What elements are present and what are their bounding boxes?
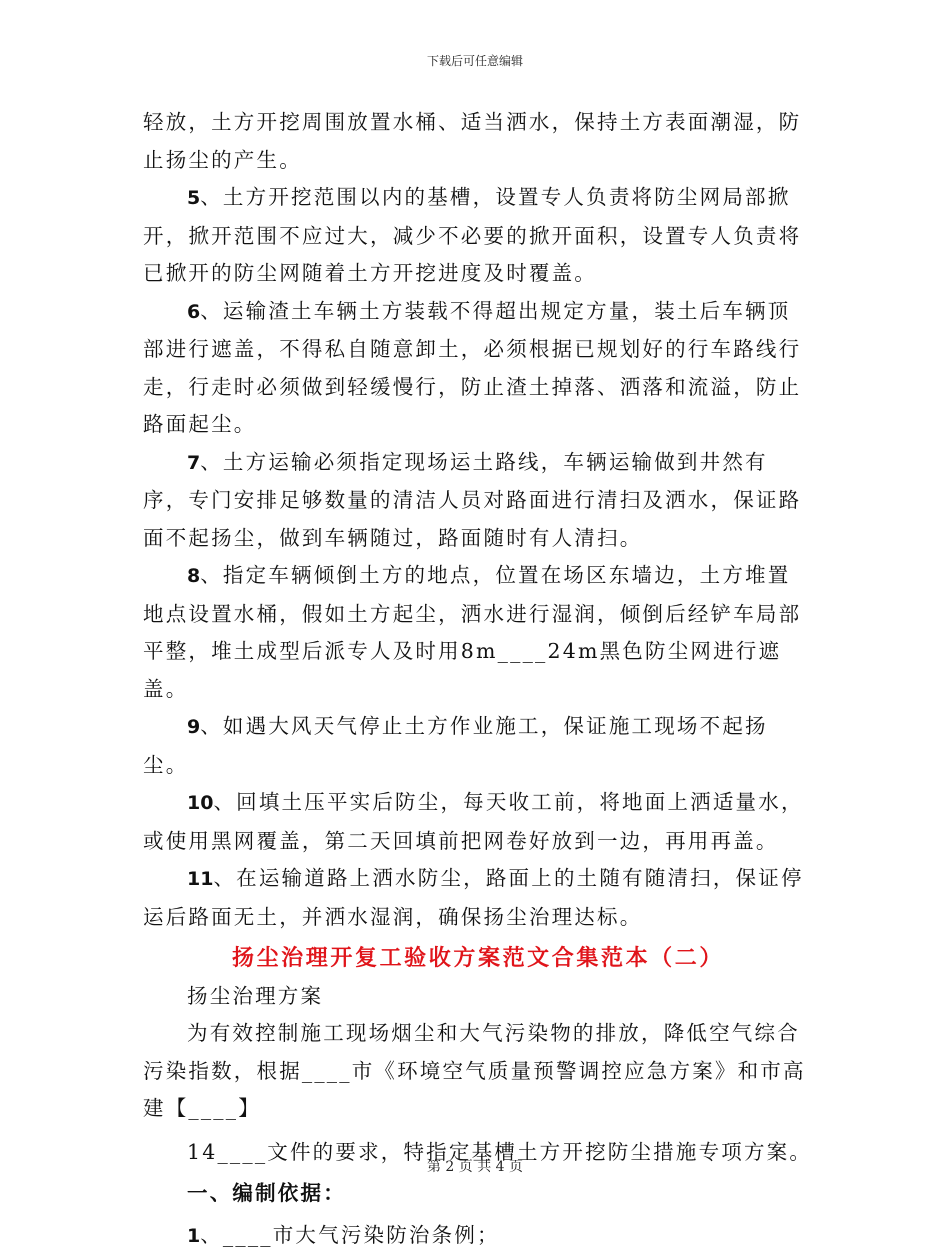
paragraph-item-11 xyxy=(143,860,813,936)
item-text: 、土方运输必须指定现场运土路线，车辆运输做到井然有序，专门安排足够数量的清洁人员对路面进行清扫及洒水，保证路面不起扬尘，做到车辆随过，路面随时有人清扫。 xyxy=(143,450,801,550)
item-number: 9 xyxy=(187,716,200,738)
item-text: 、土方开挖范围以内的基槽，设置专人负责将防尘网局部掀开，掀开范围不应过大，减少不必要的掀开面积，设置专人负责将已掀开的防尘网随着土方开挖进度及时覆盖。 xyxy=(143,185,801,285)
paragraph-item-8 xyxy=(143,557,813,708)
item-number: 6 xyxy=(187,301,200,323)
paragraph-continuation: 轻放，土方开挖周围放置水桶、适当洒水，保持土方表面潮湿，防止扬尘的产生。 xyxy=(143,104,813,179)
item-text: 、回填土压平实后防尘，每天收工前，将地面上洒适量水，或使用黑网覆盖，第二天回填前把网卷好放到一边，再用再盖。 xyxy=(143,790,804,853)
item-text: 、____市大气污染防治条例； xyxy=(200,1223,500,1247)
page-header: 下载后可任意编辑 xyxy=(0,52,950,69)
item-number: 8 xyxy=(187,565,200,587)
paragraph-item-10 xyxy=(143,784,813,860)
item-text: 、指定车辆倾倒土方的地点，位置在场区东墙边，土方堆置地点设置水桶，假如土方起尘，洒水进行湿润，倾倒后经铲车局部平整，堆土成型后派专人及时用8m____24m黑色防尘网进行遮盖。 xyxy=(143,563,801,701)
item-text: 、如遇大风天气停止土方作业施工，保证施工现场不起扬尘。 xyxy=(143,714,768,777)
item-number: 11 xyxy=(187,868,213,890)
page-footer: 第 2 页 共 4 页 xyxy=(0,1156,950,1176)
intro-paragraph: 为有效控制施工现场烟尘和大气污染物的排放，降低空气综合污染指数，根据____市《环境空气质量预警调控应急方案》和市高建【____】 xyxy=(143,1015,813,1128)
intro-continuation: 14____文件的要求，特指定基槽土方开挖防尘措施专项方案。 xyxy=(143,1134,813,1172)
paragraph-item-7 xyxy=(143,444,813,558)
paragraph-item-6 xyxy=(143,293,813,444)
plan-label: 扬尘治理方案 xyxy=(143,978,813,1016)
item-text: 、在运输道路上洒水防尘，路面上的土随有随清扫，保证停运后路面无土，并洒水湿润，确保扬尘治理达标。 xyxy=(143,866,804,929)
paragraph-item-9 xyxy=(143,708,813,784)
document-body xyxy=(143,104,813,1255)
item-number: 10 xyxy=(187,792,213,814)
list-item-1 xyxy=(143,1217,813,1255)
item-text: 、运输渣土车辆土方装载不得超出规定方量，装土后车辆顶部进行遮盖，不得私自随意卸土，必须根据已规划好的行车路线行走，行走时必须做到轻缓慢行，防止渣土掉落、洒落和流溢，防止路面起尘。 xyxy=(143,299,801,437)
item-number: 1 xyxy=(187,1225,200,1247)
section-title: 扬尘治理开复工验收方案范文合集范本（二） xyxy=(143,940,813,978)
item-number: 5 xyxy=(187,187,200,209)
paragraph-item-5 xyxy=(143,179,813,293)
item-number: 7 xyxy=(187,452,200,474)
section-heading: 一、编制依据： xyxy=(143,1175,813,1213)
